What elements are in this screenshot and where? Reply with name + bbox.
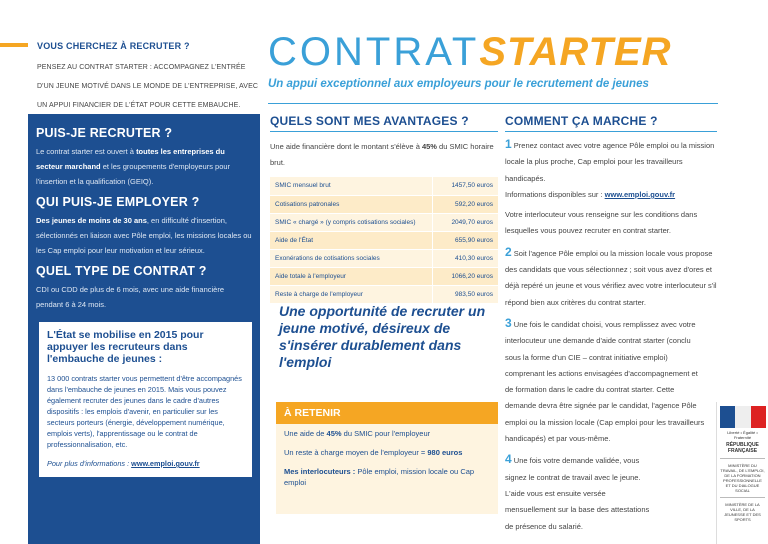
- cost-row: [270, 231, 498, 249]
- section-title-comment: COMMENT ÇA MARCHE ?: [505, 114, 717, 132]
- step-text: Une fois votre demande validée, vous signez le contrat de travail avec le jeune. L'aide vous est ensuite versée mensuellement sur la base des attestations de présence du salarié.: [505, 456, 650, 531]
- step-4: [505, 451, 655, 534]
- section-title-employer: QUI PUIS-JE EMPLOYER ?: [36, 195, 200, 209]
- logo-ministry-travail: MINISTÈRE DU TRAVAIL, DE L'EMPLOI, DE LA FORMATION PROFESSIONNELLE ET DU DIALOGUE SOCIAL: [720, 463, 765, 493]
- cost-value: 2049,70 euros: [432, 213, 498, 231]
- retenir-box: [276, 402, 498, 514]
- text-segment: Un reste à charge moyen de l'employeur =: [284, 448, 428, 457]
- cost-label: Exonérations de cotisations sociales: [270, 249, 432, 267]
- step-text: Soit l'agence Pôle emploi ou la mission locale vous propose des candidats que vous sélectionnez ; soit vous avez d'ores et déjà repéré un jeune et vous vérifiez avec votre interlocuteur s'il répond bien aux critères du contrat starter.: [505, 248, 717, 307]
- text-bold: toutes les entreprises du secteur marchand: [36, 147, 225, 171]
- cost-label: Aide de l'État: [270, 231, 432, 249]
- cost-value: 410,30 euros: [432, 249, 498, 267]
- left-column: [28, 114, 260, 544]
- box-info: [47, 458, 244, 469]
- text-segment: Le contrat starter est ouvert à: [36, 147, 137, 156]
- section-text-recruter: [36, 144, 252, 189]
- text-segment: du SMIC pour l'employeur: [341, 429, 431, 438]
- section-title-avantages: QUELS SONT MES AVANTAGES ?: [270, 114, 498, 132]
- page-title: [268, 30, 672, 74]
- cost-row: [270, 177, 498, 195]
- cost-label: SMIC « chargé » (y compris cotisations sociales): [270, 213, 432, 231]
- cost-label: Cotisations patronales: [270, 195, 432, 213]
- section-title-recruter: PUIS-JE RECRUTER ?: [36, 126, 173, 140]
- text-segment: Une aide financière dont le montant s'élève à: [270, 142, 422, 151]
- accent-bar: [0, 43, 28, 47]
- text-bold: 45%: [326, 429, 342, 438]
- right-column: [505, 114, 717, 535]
- info-label: Pour plus d'informations :: [47, 459, 130, 468]
- text-segment: , en difficulté d'insertion, sélectionnés en liaison avec Pôle emploi, les missions locales ou les Cap emploi pour leur motivation et leur sérieux.: [36, 216, 252, 255]
- logo-divider: [720, 458, 765, 459]
- ministry-logo: [716, 402, 768, 544]
- emploi-link[interactable]: www.emploi.gouv.fr: [604, 189, 676, 199]
- text-bold: Mes interlocuteurs :: [284, 467, 356, 476]
- section-title-contrat: QUEL TYPE DE CONTRAT ?: [36, 264, 207, 278]
- lead-text: PENSEZ AU CONTRAT STARTER : ACCOMPAGNEZ L'ENTRÉE D'UN JEUNE MOTIVÉ DANS LE MONDE DE L'ENTREPRISE, AVEC UN APPUI FINANCIER DE L'ÉTAT POUR CETTE EMBAUCHE.: [37, 64, 258, 109]
- page-subtitle: Un appui exceptionnel aux employeurs pour le recrutement de jeunes: [268, 78, 649, 90]
- retenir-item: [276, 443, 498, 462]
- cost-label: Reste à charge de l'employeur: [270, 285, 432, 303]
- step-1: [505, 136, 717, 203]
- retenir-item: [276, 424, 498, 443]
- emploi-link[interactable]: www.emploi.gouv.fr: [131, 459, 200, 468]
- title-starter: STARTER: [479, 30, 672, 74]
- step-2: [505, 244, 717, 311]
- cost-label: SMIC mensuel brut: [270, 177, 432, 195]
- cost-row: [270, 195, 498, 213]
- text-segment: Pôle emploi, mission locale ou Cap emploi: [284, 467, 475, 487]
- cost-label: Aide totale à l'employeur: [270, 267, 432, 285]
- title-contrat: CONTRAT: [268, 30, 480, 74]
- step-3: [505, 315, 705, 447]
- cost-row: [270, 213, 498, 231]
- cost-value: 655,90 euros: [432, 231, 498, 249]
- cost-value: 1066,20 euros: [432, 267, 498, 285]
- marianne-logo-icon: [720, 406, 766, 428]
- cost-row: [270, 267, 498, 285]
- cost-value: 1457,50 euros: [432, 177, 498, 195]
- retenir-title: À RETENIR: [276, 402, 498, 424]
- retenir-item: [276, 462, 498, 492]
- section-text-contrat: CDI ou CDD de plus de 6 mois, avec une aide financière pendant 6 à 24 mois.: [36, 285, 225, 309]
- text-bold: Des jeunes de moins de 30 ans: [36, 216, 147, 225]
- text-bold: 45%: [421, 142, 437, 151]
- logo-motto: Liberté • Égalité • Fraternité: [727, 430, 758, 440]
- logo-divider: [720, 497, 765, 498]
- middle-column: [270, 114, 498, 304]
- lead-question: VOUS CHERCHEZ À RECRUTER ?: [37, 41, 190, 51]
- step-1-followup: Votre interlocuteur vous renseigne sur les conditions dans lesquelles vous pouvez recruter en contrat starter.: [505, 210, 698, 236]
- avantages-intro: [270, 139, 498, 171]
- logo-republic: RÉPUBLIQUE FRANÇAISE: [726, 442, 759, 454]
- step-number: 2: [505, 244, 512, 259]
- cost-value: 983,50 euros: [432, 285, 498, 303]
- step-number: 1: [505, 137, 512, 151]
- box-title: L'État se mobilise en 2015 pour appuyer les recruteurs dans l'embauche de jeunes :: [47, 329, 204, 365]
- step-info: Informations disponibles sur :: [505, 189, 603, 199]
- text-segment: Une aide de: [284, 429, 327, 438]
- cost-value: 592,20 euros: [432, 195, 498, 213]
- cost-row: [270, 285, 498, 303]
- cost-row: [270, 249, 498, 267]
- text-segment: du SMIC horaire brut.: [270, 142, 494, 167]
- section-text-employer: [36, 213, 252, 258]
- text-bold: 980 euros: [427, 448, 463, 457]
- logo-ministry-ville: MINISTÈRE DE LA VILLE, DE LA JEUNESSE ET DES SPORTS: [724, 502, 761, 522]
- step-number: 3: [505, 315, 512, 330]
- step-text: Une fois le candidat choisi, vous remplissez avec votre interlocuteur une demande d'aide contrat starter (conclu sous la forme d'un CIE – contrat initiative emploi) comprenant les actions envisagées d'accompagnement et de formation dans le cadre du contrat starter. Cette demande devra être signée par le candidat, l'agence Pôle emploi ou la mission locale (Cap emploi pour les travailleurs handicapés) et par vous-même.: [505, 319, 705, 444]
- opportunity-quote: Une opportunité de recruter un jeune motivé, désireux de s'insérer durablement dans l'emploi: [279, 303, 486, 370]
- step-text: Prenez contact avec votre agence Pôle emploi ou la mission locale la plus proche, Cap emploi pour les travailleurs handicapés.: [505, 141, 715, 183]
- text-segment: et les groupements d'employeurs pour l'insertion et la qualification (GEIQ).: [36, 162, 231, 186]
- step-number: 4: [505, 452, 512, 467]
- cost-table: [270, 177, 498, 304]
- header-divider: [268, 103, 718, 104]
- box-text: 13 000 contrats starter vous permettent d'être accompagnés dans l'embauche de jeunes en 2015. Mais vous pouvez également recruter des jeunes dans le cadre d'autres dispositifs : les emplois d'avenir, en particulier sur les secteurs porteurs (énergie, développement numérique, emplois verts), l'apprentissage ou le contrat de professionnalisation, etc.: [47, 374, 242, 449]
- state-mobilisation-box: [36, 322, 252, 477]
